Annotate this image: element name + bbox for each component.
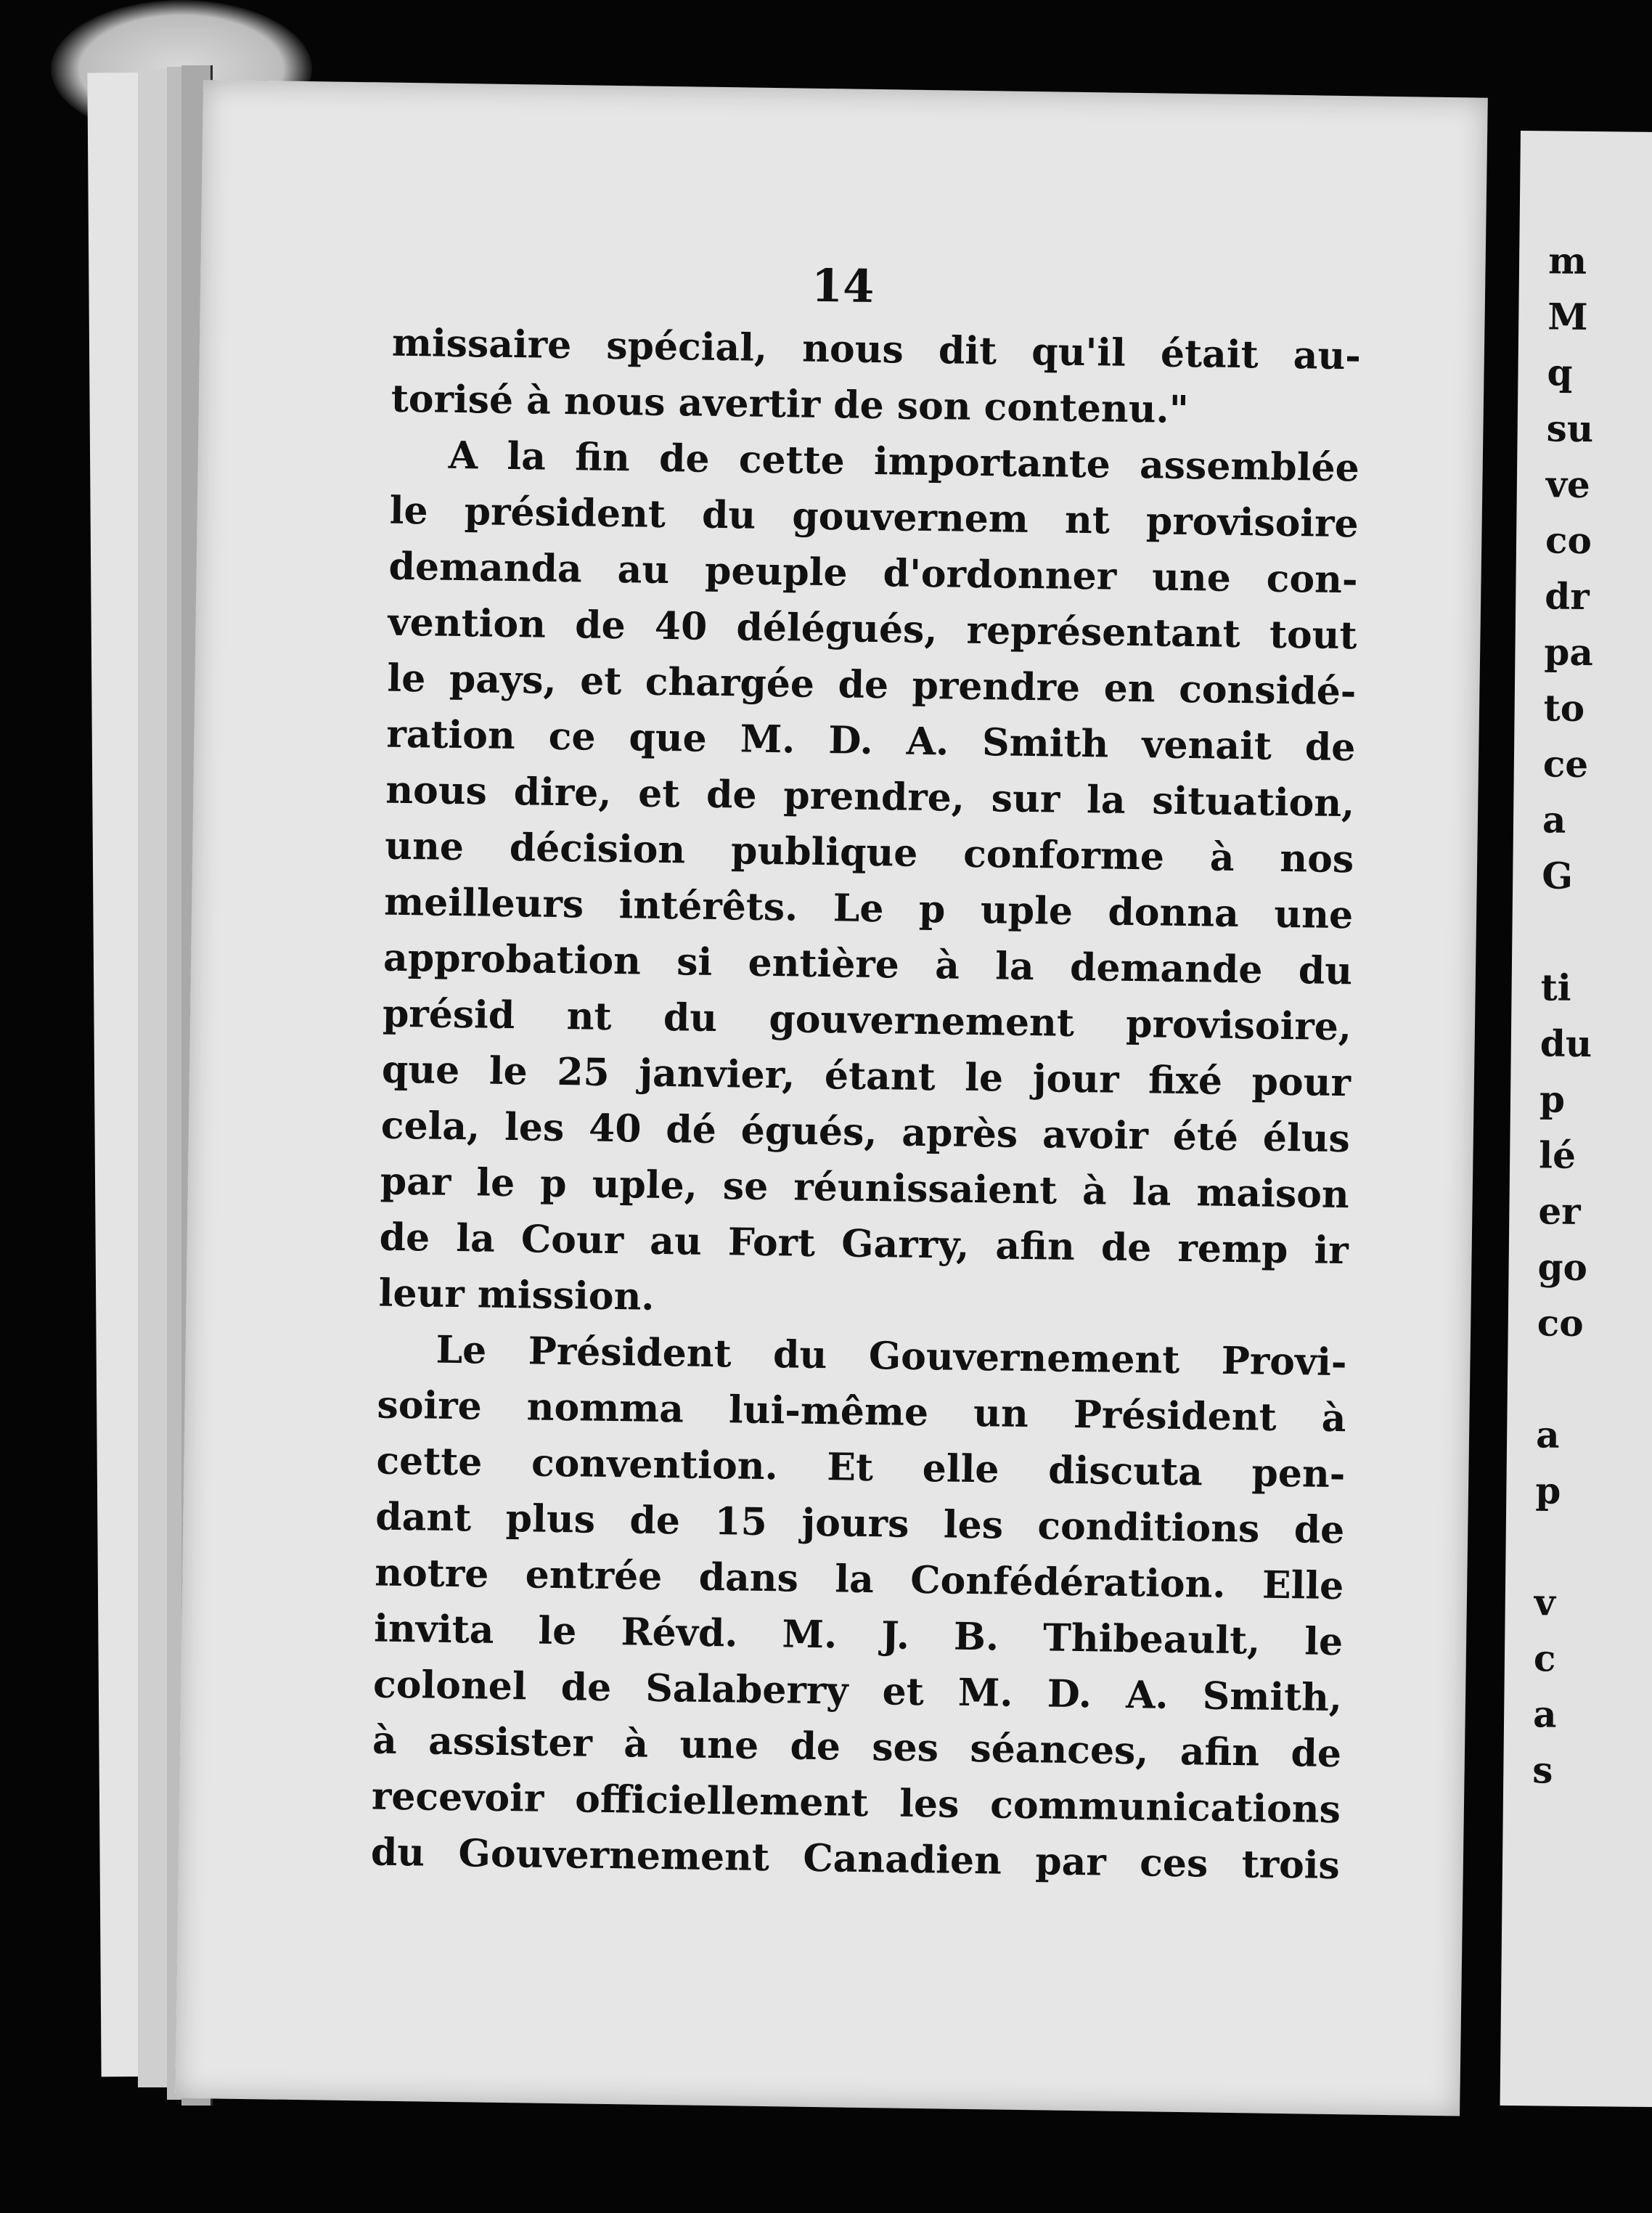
text-fragment: a (1542, 798, 1566, 841)
text-fragment: dr (1544, 574, 1590, 619)
text-line: que le 25 janvier, étant le jour fixé pour (381, 1047, 1352, 1106)
text-gap (1537, 1350, 1589, 1407)
text-line: une décision publique conforme à nos (384, 823, 1354, 882)
text-fragment: c (1533, 1637, 1556, 1680)
text-line: demanda au peuple d'ordonner une con- (388, 544, 1358, 603)
text-fragment: su (1546, 407, 1594, 451)
text-line: approbation si entière à la demande du (383, 935, 1353, 994)
text-line: du Gouvernement Canadien par ces trois (370, 1830, 1341, 1888)
text-line: nous dire, et de prendre, sur la situation, (385, 767, 1355, 826)
text-line: le président du gouvernem nt provisoire (389, 488, 1359, 547)
text-line: vention de 40 délégués, représentant tout (388, 600, 1357, 659)
facing-page (1500, 131, 1652, 2107)
text-fragment: go (1537, 1245, 1588, 1289)
text-gap (1534, 1518, 1587, 1575)
text-fragment: a (1535, 1413, 1560, 1456)
text-fragment: du (1539, 1022, 1592, 1066)
text-fragment: m (1547, 239, 1587, 282)
text-line: invita le Révd. M. J. B. Thibeault, le (373, 1606, 1344, 1665)
text-line: le pays, et chargée de prendre en considé- (387, 656, 1357, 714)
text-fragment: co (1545, 518, 1592, 563)
text-line: meilleurs intérêts. Le p uple donna une (383, 879, 1354, 938)
text-line: par le p uple, se réunissaient à la maison (380, 1159, 1350, 1218)
text-fragment: p (1535, 1469, 1561, 1512)
text-fragment: to (1543, 686, 1585, 730)
page-number: 14 (811, 258, 875, 313)
text-line: Le Président du Gouvernement Provi- (436, 1327, 1347, 1385)
text-fragment: co (1537, 1301, 1584, 1345)
book-page (175, 80, 1488, 2116)
text-line: cela, les 40 dé égués, après avoir été élus (380, 1103, 1351, 1162)
text-fragment: ce (1542, 742, 1589, 786)
facing-page-fragments (1532, 232, 1600, 1798)
text-line: présid nt du gouvernement provisoire, (382, 991, 1352, 1050)
text-fragment: pa (1544, 630, 1594, 675)
text-gap (1541, 903, 1593, 960)
text-line: ration ce que M. D. A. Smith venait de (386, 712, 1356, 770)
text-line: A la fin de cette importante assemblée (448, 433, 1360, 491)
text-line: missaire spécial, nous dit qu'il était au- (391, 320, 1362, 379)
text-line: dant plus de 15 jours les conditions de (375, 1494, 1345, 1553)
text-fragment: p (1539, 1077, 1566, 1121)
text-line: à assister à une de ses séances, afin de (372, 1718, 1342, 1777)
text-fragment: a (1532, 1692, 1557, 1736)
text-line: cette convention. Et elle discuta pen- (376, 1438, 1346, 1497)
text-line: de la Cour au Fort Garry, afin de remp ir (379, 1215, 1349, 1273)
text-line: notre entrée dans la Confédération. Elle (374, 1550, 1344, 1609)
text-line: colonel de Salaberry et M. D. A. Smith, (372, 1662, 1343, 1721)
text-line: torisé à nous avertir de son contenu." (390, 376, 1190, 432)
text-line: soire nomma lui-même un Président à (377, 1382, 1346, 1441)
text-line: leur mission. (378, 1271, 655, 1319)
page-body (370, 315, 1361, 1894)
text-fragment: G (1541, 854, 1574, 897)
text-fragment: er (1538, 1189, 1581, 1233)
text-fragment: q (1547, 351, 1573, 394)
text-fragment: v (1534, 1581, 1556, 1624)
text-fragment: ve (1545, 462, 1591, 507)
text-line: recevoir officiellement les communications (371, 1774, 1341, 1833)
text-fragment: ti (1540, 966, 1572, 1009)
text-fragment: lé (1538, 1133, 1577, 1177)
text-fragment: M (1547, 295, 1588, 338)
text-fragment: s (1532, 1748, 1553, 1792)
